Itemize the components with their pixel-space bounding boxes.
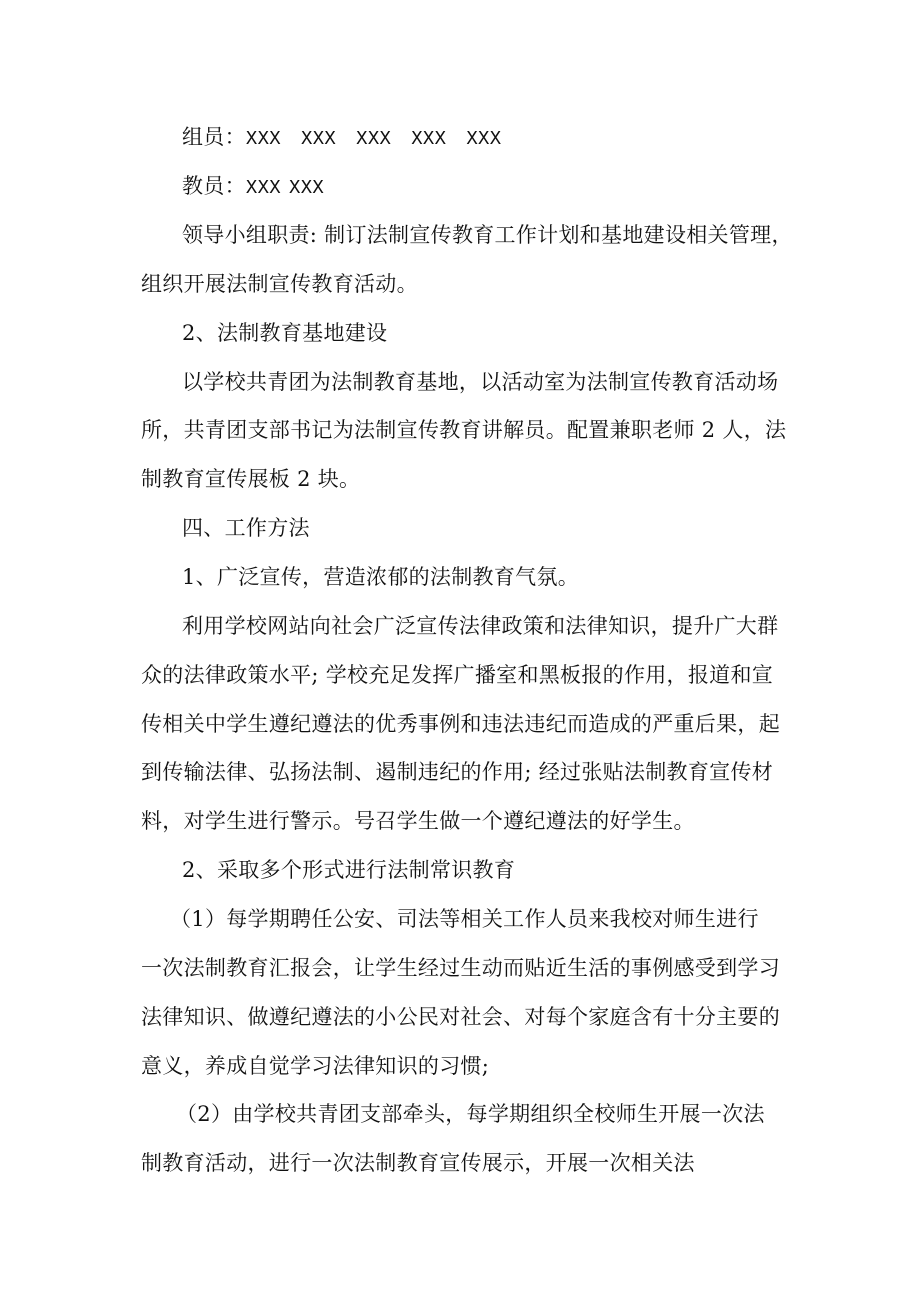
instructor-name: XXX — [289, 177, 325, 199]
member-name: XXX — [411, 128, 447, 150]
paragraph-line: 以学校共青团为法制教育基地，以活动室为法制宣传教育活动场 — [182, 370, 779, 394]
paragraph-line: 组织开展法制宣传教育活动。 — [141, 272, 418, 296]
member-name: XXX — [466, 128, 502, 150]
paragraph-line: 料，对学生进行警示。号召学生做一个遵纪遵法的好学生。 — [141, 809, 695, 833]
instructor-name: XXX — [245, 177, 282, 199]
instructors-label: 教员： — [182, 174, 246, 198]
paragraph-line: （2）由学校共青团支部牵头，每学期组织全校师生开展一次法 — [176, 1102, 765, 1126]
paragraph-line: 一次法制教育汇报会，让学生经过生动而贴近生活的事例感受到学习 — [141, 956, 780, 980]
paragraph-line: （1）每学期聘任公安、司法等相关工作人员来我校对师生进行 — [170, 907, 759, 931]
member-name: XXX — [301, 128, 337, 150]
paragraph-line: 众的法律政策水平; 学校充足发挥广播室和黑板报的作用，报道和宣 — [141, 663, 774, 687]
paragraph-line: 意义，养成自觉学习法律知识的习惯; — [141, 1054, 490, 1078]
member-name: XXX — [245, 128, 282, 150]
paragraph-line: 法律知识、做遵纪遵法的小公民对社会、对每个家庭含有十分主要的 — [141, 1005, 780, 1029]
subsection-heading: 1、广泛宣传，营造浓郁的法制教育气氛。 — [182, 565, 580, 589]
member-name: XXX — [356, 128, 392, 150]
section-heading: 四、工作方法 — [182, 516, 310, 540]
paragraph-line: 传相关中学生遵纪遵法的优秀事例和违法违纪而造成的严重后果，起 — [141, 712, 780, 736]
team-members-line — [182, 117, 501, 157]
instructors-line — [182, 166, 324, 206]
paragraph-line: 制教育活动，进行一次法制教育宣传展示，开展一次相关法 — [141, 1151, 695, 1175]
paragraph-line: 到传输法律、弘扬法制、遏制违纪的作用; 经过张贴法制教育宣传材 — [141, 760, 774, 784]
paragraph-line: 领导小组职责: 制订法制宣传教育工作计划和基地建设相关管理， — [182, 223, 793, 247]
subsection-heading: 2、采取多个形式进行法制常识教育 — [182, 858, 516, 882]
section-heading: 2、法制教育基地建设 — [182, 321, 388, 345]
paragraph-line: 利用学校网站向社会广泛宣传法律政策和法律知识，提升广大群 — [182, 614, 779, 638]
paragraph-line: 制教育宣传展板 2 块。 — [141, 467, 361, 491]
team-members-label: 组员： — [182, 125, 246, 149]
paragraph-line: 所，共青团支部书记为法制宣传教育讲解员。配置兼职老师 2 人，法 — [141, 418, 787, 442]
